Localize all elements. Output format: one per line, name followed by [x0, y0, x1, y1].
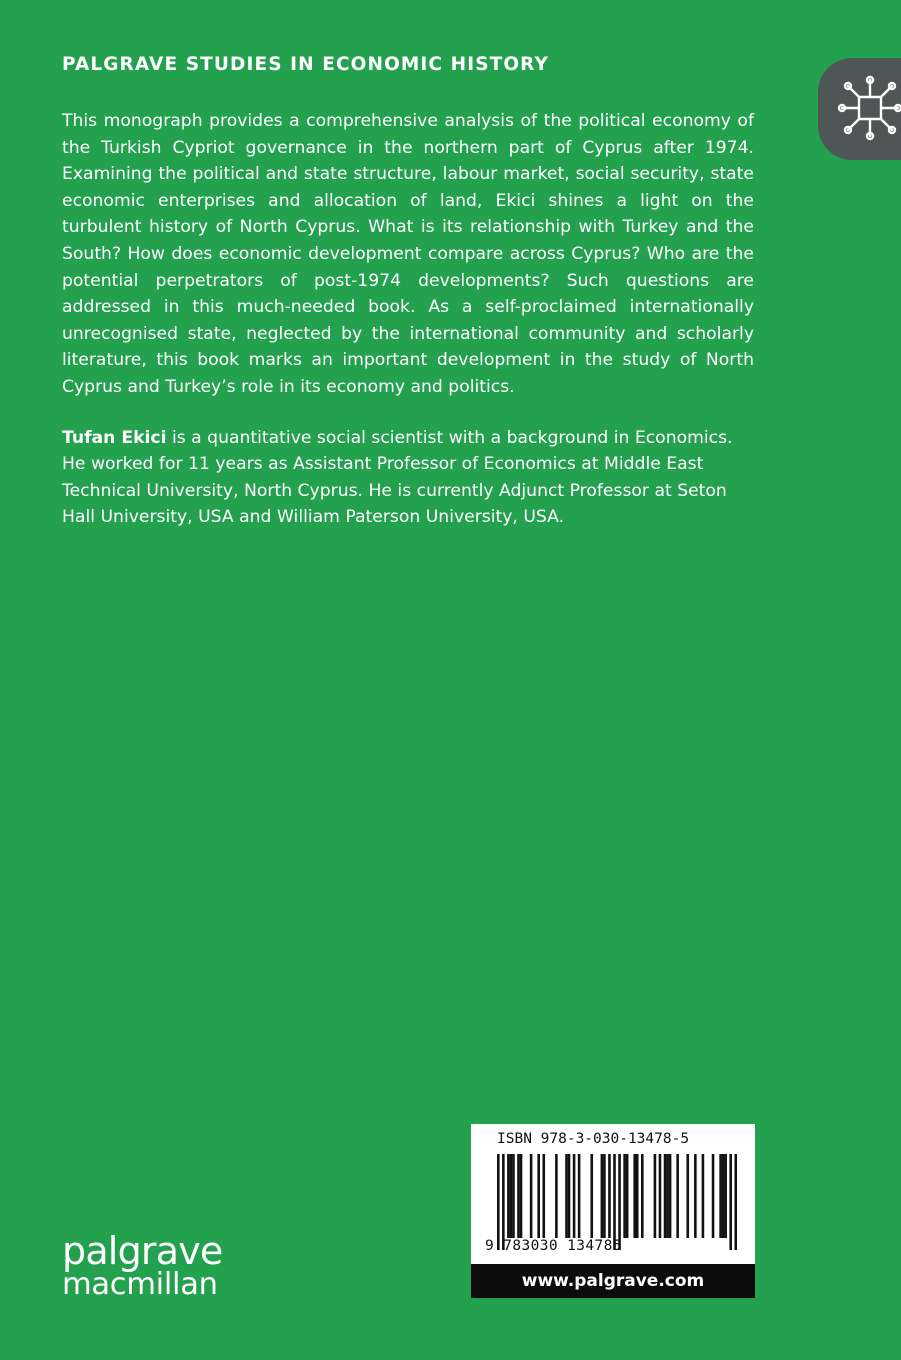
barcode-bar [573, 1154, 576, 1238]
barcode-bar [641, 1154, 644, 1238]
isbn-label: ISBN 978-3-030-13478-5 [497, 1131, 690, 1147]
barcode-digits: 9 783030 134785 [485, 1238, 622, 1254]
barcode-bar [666, 1154, 669, 1238]
publisher-logo [62, 1229, 223, 1302]
barcode-bar [659, 1154, 662, 1238]
barcode-bar [633, 1154, 636, 1238]
publisher-url: www.palgrave.com [471, 1264, 755, 1298]
barcode-bar [507, 1154, 510, 1238]
logo-palgrave: palgrave [62, 1229, 223, 1273]
barcode-bar [702, 1154, 705, 1238]
barcode-bar [734, 1154, 737, 1250]
barcode-bar [626, 1154, 629, 1238]
barcode-bar [510, 1154, 513, 1238]
palgrave-star-icon [834, 72, 901, 144]
barcode-bar [664, 1154, 667, 1238]
barcode-bar [565, 1154, 568, 1238]
author-name: Tufan Ekici [62, 427, 167, 448]
barcode-bar [722, 1154, 725, 1238]
barcode-bar [608, 1154, 611, 1238]
barcode-bar [613, 1154, 616, 1250]
logo-macmillan: macmillan [62, 1267, 218, 1302]
barcode-bar [578, 1154, 581, 1238]
barcode-bar [502, 1154, 505, 1250]
barcode-panel [471, 1124, 755, 1298]
barcode-bar [603, 1154, 606, 1238]
barcode-bar [676, 1154, 679, 1238]
barcode-bar [636, 1154, 639, 1238]
barcode-bar [520, 1154, 523, 1238]
barcode-bar [542, 1154, 545, 1238]
barcode-bar [654, 1154, 657, 1238]
book-description: This monograph provides a comprehensive analysis of the political economy of the Turkish Cypriot governance in the northern part of Cyprus after 1974. Examining the political and state structure, labour market, social security, state economic enterprises and allocation of land, Ekici shines a light on the turbulent history of North Cyprus. What is its relationship with Turkey and the South? How does economic development compare across Cyprus? Who are the potential perpetrators of post-1974 developments? Such questions are addressed in this much-needed book. As a self-proclaimed internationally unrecognised state, neglected by the international community and scholarly literature, this book marks an important development in the study of North Cyprus and Turkey’s role in its economy and politics. [62, 111, 754, 397]
barcode-bar [729, 1154, 732, 1250]
barcode-bar [724, 1154, 727, 1238]
barcode-bar [601, 1154, 604, 1238]
barcode-bar [694, 1154, 697, 1238]
barcode-bar [719, 1154, 722, 1238]
barcode-bar [537, 1154, 540, 1238]
barcode-bar [530, 1154, 533, 1238]
barcode-bar [568, 1154, 571, 1238]
author-bio-text: is a quantitative social scientist with a background in Economics. He worked for 11 years as Assistant Professor of Economics at Middle East Technical University, North Cyprus. He is currently Adjunct Professor at Seton Hall University, USA and William Paterson University, USA. [62, 427, 733, 528]
author-bio [62, 425, 754, 531]
barcode-bar [590, 1154, 593, 1238]
barcode-bar [497, 1154, 500, 1250]
back-cover-text [62, 108, 754, 531]
series-title: PALGRAVE STUDIES IN ECONOMIC HISTORY [62, 54, 549, 75]
barcode-bar [618, 1154, 621, 1250]
barcode-bar [712, 1154, 715, 1238]
barcode-bars [497, 1154, 737, 1250]
barcode-bar [517, 1154, 520, 1238]
publisher-badge [818, 58, 901, 160]
barcode-bar [686, 1154, 689, 1238]
barcode-bar [669, 1154, 672, 1238]
barcode-bar [623, 1154, 626, 1238]
barcode-bar [512, 1154, 515, 1238]
barcode-bar [555, 1154, 558, 1238]
